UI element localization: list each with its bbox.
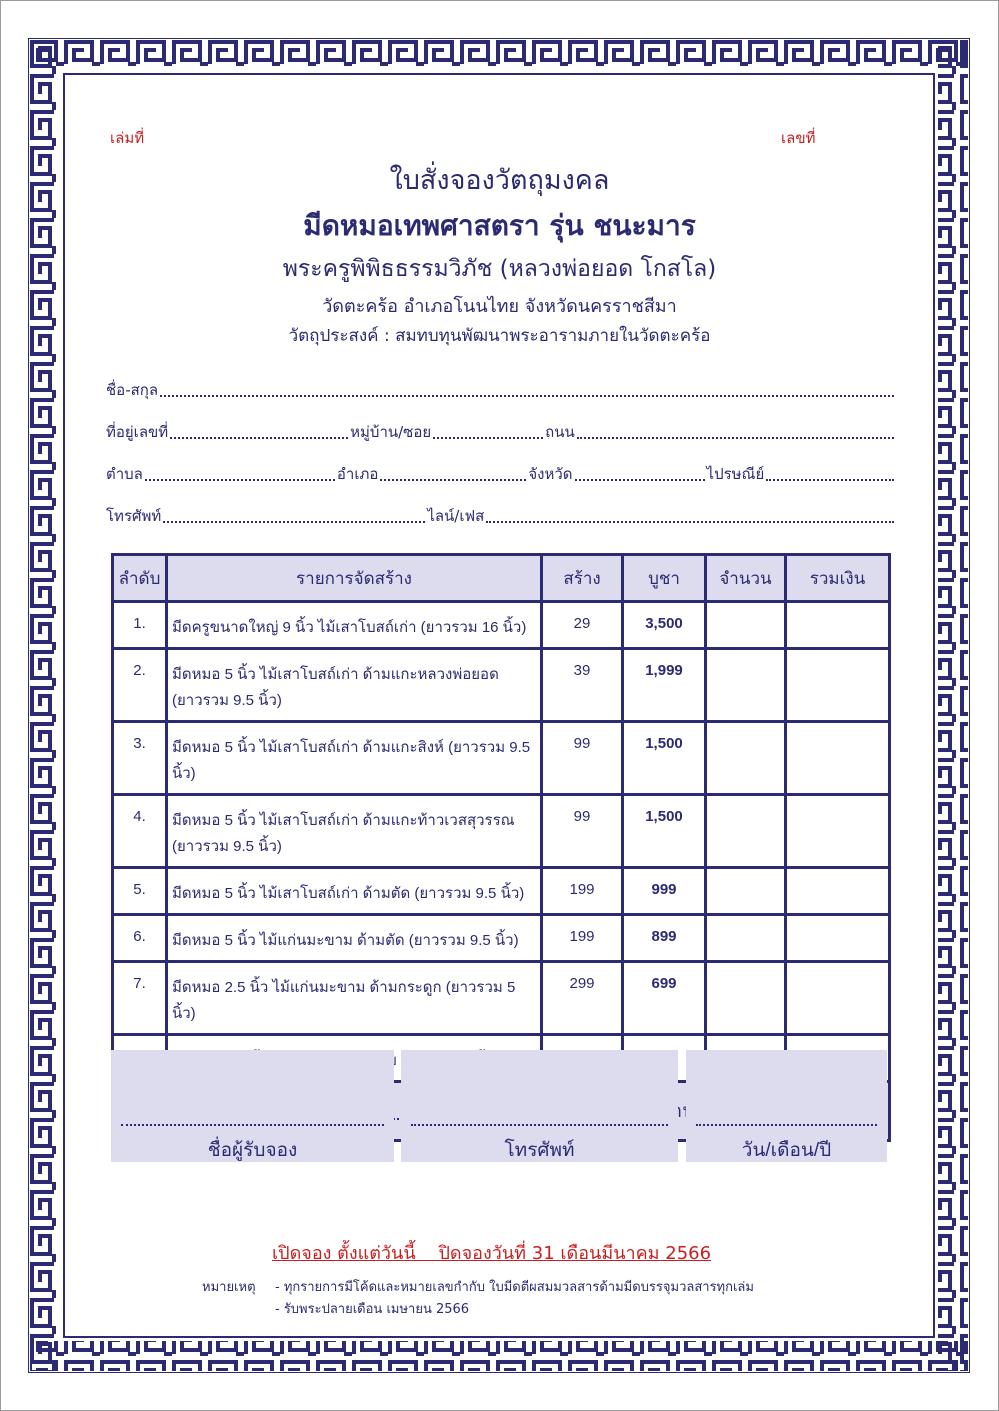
row-price: 899 (623, 915, 706, 962)
note-label: หมายเหตุ (202, 1280, 256, 1295)
postcode-label: ไปรษณีย์ (706, 465, 765, 483)
table-row (113, 868, 890, 915)
district-label: อำเภอ (336, 465, 379, 483)
row-price: 699 (623, 962, 706, 1035)
col-header-item: รายการจัดสร้าง (167, 555, 542, 602)
table-row (113, 602, 890, 649)
row-quantity-input[interactable] (706, 722, 786, 795)
row-quantity-input[interactable] (706, 962, 786, 1035)
row-price: 1,500 (623, 795, 706, 868)
book-number-label: เล่มที่ (110, 129, 145, 147)
name-label: ชื่อ-สกุล (106, 381, 159, 399)
village-field[interactable] (433, 437, 543, 439)
receiver-phone-label: โทรศัพท์ (504, 1140, 575, 1161)
row-number: 3. (113, 722, 167, 795)
col-header-price: บูชา (623, 555, 706, 602)
date-signature-box (686, 1050, 887, 1162)
phone-label: โทรศัพท์ (106, 507, 162, 525)
subdistrict-field[interactable] (145, 479, 335, 481)
name-field[interactable] (160, 395, 894, 397)
note-line-1: - ทุกรายการมีโค้ดและหมายเลขกำกับ ใบมีดตีผสมมวลสารด้ามมีดบรรจุมวลสารทุกเล่ม (275, 1280, 754, 1295)
page-subtitle: มีดหมอเทพศาสตรา รุ่น ชนะมาร (303, 209, 696, 242)
col-header-made: สร้าง (542, 555, 623, 602)
receiver-label: ชื่อผู้รับจอง (207, 1140, 298, 1161)
row-number: 4. (113, 795, 167, 868)
row-description (167, 649, 542, 722)
row-price: 999 (623, 868, 706, 915)
province-field[interactable] (575, 479, 705, 481)
row-made-count: 99 (542, 722, 623, 795)
phone-field[interactable] (163, 521, 425, 523)
phone-signature-box (401, 1050, 678, 1162)
row-quantity-input[interactable] (706, 602, 786, 649)
row-quantity-input[interactable] (706, 649, 786, 722)
address-label: ที่อยู่เลขที่ (106, 423, 169, 441)
serial-number-label: เลขที่ (781, 129, 816, 147)
receiver-signature-field[interactable] (121, 1124, 384, 1126)
page-title: ใบสั่งจองวัตถุมงคล (389, 165, 610, 196)
province-label: จังหวัด (528, 465, 573, 483)
row-description-line-1: มีดหมอ 5 นิ้ว ไม้เสาโบสถ์เก่า ด้ามแกะสิงห์ (ยาวรวม 9.5 นิ้ว) (172, 739, 531, 782)
row-number: 6. (113, 915, 167, 962)
table-row (113, 962, 890, 1035)
row-description (167, 795, 542, 868)
row-total-input[interactable] (786, 602, 890, 649)
row-quantity-input[interactable] (706, 868, 786, 915)
row-made-count: 299 (542, 962, 623, 1035)
row-description-line-1: มีดหมอ 5 นิ้ว ไม้เสาโบสถ์เก่า ด้ามแกะท้าวเวสสุวรรณ (172, 812, 515, 829)
row-total-input[interactable] (786, 649, 890, 722)
row-description-line-1: มีดหมอ 5 นิ้ว ไม้เสาโบสถ์เก่า ด้ามแกะหลวงพ่อยอด (172, 666, 499, 683)
name-row (106, 378, 896, 402)
address-row (106, 420, 896, 444)
row-price: 1,500 (623, 722, 706, 795)
row-made-count: 29 (542, 602, 623, 649)
subdistrict-label: ตำบล (106, 465, 143, 483)
row-price: 1,999 (623, 649, 706, 722)
row-quantity-input[interactable] (706, 795, 786, 868)
row-number: 5. (113, 868, 167, 915)
table-header-row (113, 555, 890, 602)
row-made-count: 99 (542, 795, 623, 868)
row-made-count: 199 (542, 915, 623, 962)
row-description (167, 962, 542, 1035)
row-made-count: 199 (542, 868, 623, 915)
row-number: 2. (113, 649, 167, 722)
table-row (113, 649, 890, 722)
row-description (167, 602, 542, 649)
row-description-line-1: มีดหมอ 2.5 นิ้ว ไม้แก่นมะขาม ด้ามกระดูก (ยาวรวม 5 นิ้ว) (172, 979, 516, 1022)
table-row (113, 722, 890, 795)
road-field[interactable] (577, 437, 894, 439)
row-description-line-2: (ยาวรวม 9.5 นิ้ว) (172, 838, 282, 855)
receiver-phone-field[interactable] (411, 1124, 668, 1126)
purpose-line: วัตถุประสงค์ : สมทบทุนพัฒนาพระอารามภายในวัดตะคร้อ (288, 326, 711, 346)
row-total-input[interactable] (786, 868, 890, 915)
col-header-order: ลำดับ (113, 555, 167, 602)
district-field[interactable] (380, 479, 526, 481)
road-label: ถนน (545, 423, 575, 441)
row-description (167, 722, 542, 795)
date-field[interactable] (696, 1124, 877, 1126)
row-description-line-1: มีดหมอ 5 นิ้ว ไม้แก่นมะขาม ด้ามตัด (ยาวรวม 9.5 นิ้ว) (172, 932, 519, 949)
table-row (113, 795, 890, 868)
contact-row (106, 504, 896, 528)
line-facebook-label: ไลน์/เฟส (427, 507, 485, 525)
date-label: วัน/เดือน/ปี (741, 1140, 832, 1161)
address-field[interactable] (170, 437, 348, 439)
receiver-signature-box (111, 1050, 394, 1162)
row-total-input[interactable] (786, 962, 890, 1035)
note-line-2: - รับพระปลายเดือน เมษายน 2566 (275, 1302, 470, 1317)
temple-location: วัดตะคร้อ อำเภอโนนไทย จังหวัดนครราชสีมา (322, 296, 677, 317)
row-price: 3,500 (623, 602, 706, 649)
col-header-total: รวมเงิน (786, 555, 890, 602)
row-number: 7. (113, 962, 167, 1035)
postcode-field[interactable] (766, 479, 894, 481)
row-description (167, 868, 542, 915)
row-description-line-1: มีดครูขนาดใหญ่ 9 นิ้ว ไม้เสาโบสถ์เก่า (ยาวรวม 16 นิ้ว) (172, 619, 527, 636)
area-row (106, 462, 896, 486)
row-made-count: 39 (542, 649, 623, 722)
line-facebook-field[interactable] (486, 521, 894, 523)
row-total-input[interactable] (786, 722, 890, 795)
village-label: หมู่บ้าน/ซอย (350, 423, 432, 441)
row-description (167, 915, 542, 962)
row-description-line-2: (ยาวรวม 9.5 นิ้ว) (172, 692, 282, 709)
col-header-quantity: จำนวน (706, 555, 786, 602)
monk-name: พระครูพิพิธธรรมวิภัช (หลวงพ่อยอด โกสโล) (282, 256, 717, 282)
table-row (113, 915, 890, 962)
row-total-input[interactable] (786, 795, 890, 868)
row-quantity-input[interactable] (706, 915, 786, 962)
booking-period: เปิดจอง ตั้งแต่วันนี้ ปิดจองวันที่ 31 เดือนมีนาคม 2566 (272, 1243, 712, 1264)
row-description-line-1: มีดหมอ 5 นิ้ว ไม้เสาโบสถ์เก่า ด้ามตัด (ยาวรวม 9.5 นิ้ว) (172, 885, 525, 902)
row-total-input[interactable] (786, 915, 890, 962)
row-number: 1. (113, 602, 167, 649)
